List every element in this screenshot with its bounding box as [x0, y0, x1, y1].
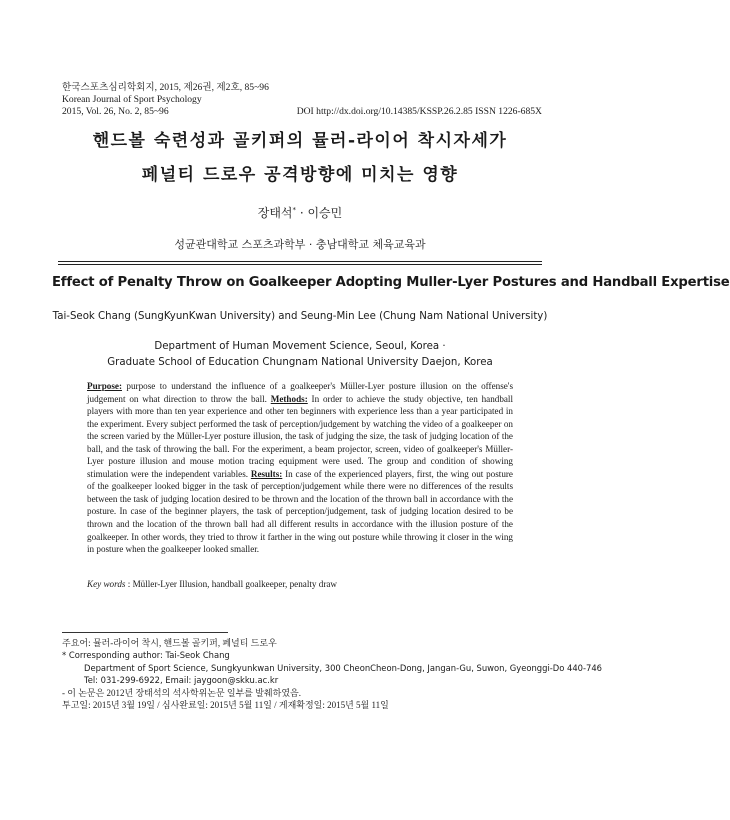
title-divider-bottom: [58, 264, 542, 265]
author-1: 장태석: [257, 206, 293, 220]
footnote-address: Department of Sport Science, Sungkyunkwan University, 300 CheonCheon-Dong, Jangan-Gu, Suwon, Gyeonggi-Do 440-746: [84, 662, 603, 673]
keywords-text: Müller-Lyer Illusion, handball goalkeeper, penalty draw: [132, 579, 338, 589]
author-separator: ·: [296, 206, 308, 220]
footnote-divider: [62, 632, 228, 633]
results-text: In case of the experienced players, first, the wing out posture of the goalkeeper looked bigger in the task of perception/judgement while there were no differences of the results between the task of judging location desired to be thrown and the location of the thrown ball in accordance with the posture. In case of the beginner players, the task of perception/judgement, task of judging location desired to be thrown and the location of the thrown ball had all different results in accordance with the illusion posture of the goalkeeper. In other words, they tried to throw it farther in the wing out posture while throwing it closer in the wing in posture when the goalkeeper looked smaller.: [87, 468, 513, 555]
footnote-dates: 투고일: 2015년 3월 19일 / 심사완료일: 2015년 5월 11일 / 게재확정일: 2015년 5월 11일: [62, 700, 389, 711]
english-authors: Tai-Seok Chang (SungKyunKwan University) and Seung-Min Lee (Chung Nam National University): [52, 311, 548, 322]
footnote-contact: Tel: 031-299-6922, Email: jaygoon@skku.ac.kr: [84, 675, 279, 686]
footnote-korean-keywords: 주요어: 뮬러-라이어 착시, 핸드볼 골키퍼, 페널티 드로우: [62, 638, 277, 648]
purpose-label: Purpose:: [87, 381, 122, 391]
journal-citation-ko: 한국스포츠심리학회지, 2015, 제26권, 제2호, 85~96: [62, 82, 269, 93]
title-divider-top: [58, 261, 542, 262]
abstract: [87, 380, 513, 556]
korean-title-line-2: 페널티 드로우 공격방향에 미치는 영향: [141, 165, 459, 185]
korean-title-line-1: 핸드볼 숙련성과 골키퍼의 뮬러-라이어 착시자세가: [92, 131, 508, 151]
english-affiliation-line-2: Graduate School of Education Chungnam National University Daejon, Korea: [107, 356, 493, 368]
keywords-separator: :: [125, 579, 133, 589]
english-affiliation-line-1: Department of Human Movement Science, Seoul, Korea ·: [154, 341, 446, 352]
english-affiliation: [52, 339, 548, 370]
keywords-label: Key words: [87, 579, 126, 589]
footnote-corresponding-author: * Corresponding author: Tai-Seok Chang: [62, 650, 230, 661]
english-title: Effect of Penalty Throw on Goalkeeper Adopting Muller-Lyer Postures and Handball Expertise: [52, 275, 730, 290]
footnotes: [62, 637, 603, 711]
doi-link[interactable]: DOI http://dx.doi.org/10.14385/KSSP.26.2.85 ISSN 1226-685X: [296, 106, 542, 118]
journal-name-en: Korean Journal of Sport Psychology: [62, 94, 202, 106]
keywords: [87, 579, 513, 589]
journal-volume-row: [62, 106, 542, 118]
footnote-thesis-note: - 이 논문은 2012년 장태석의 석사학위논문 일부를 발췌하였음.: [62, 687, 301, 698]
korean-affiliation: 성균관대학교 스포츠과학부 · 충남대학교 체육교육과: [174, 238, 426, 251]
methods-label: Methods:: [270, 393, 308, 404]
methods-text: In order to achieve the study objective, ten handball players with more than ten year experience and other ten beginners with experience less than a year participated in the experiment. Every subject performed the task of perception/judgement by watching the video of a goalkeeper on the screen varied by the Müller-Lyer posture illusion, the task of judging the size, the task of judging location of the ball, and the task of throwing the ball. For the experiment, a beam projector, screen, video of goalkeeper's Müller-Lyer posture illusion and mouse motion tracing equipment were used. The group and condition of showing stimulation were the independent variables.: [87, 393, 513, 479]
author-2: 이승민: [307, 206, 343, 220]
results-label: Results:: [250, 468, 283, 479]
journal-header: [62, 82, 542, 119]
corresponding-mark: *: [292, 206, 297, 214]
purpose-text: purpose to understand the influence of a goalkeeper's Müller-Lyer posture illusion on the offense's judgement on what direction to throw the ball.: [87, 381, 513, 404]
korean-authors: [60, 204, 540, 221]
journal-volume: 2015, Vol. 26, No. 2, 85~96: [62, 106, 169, 118]
